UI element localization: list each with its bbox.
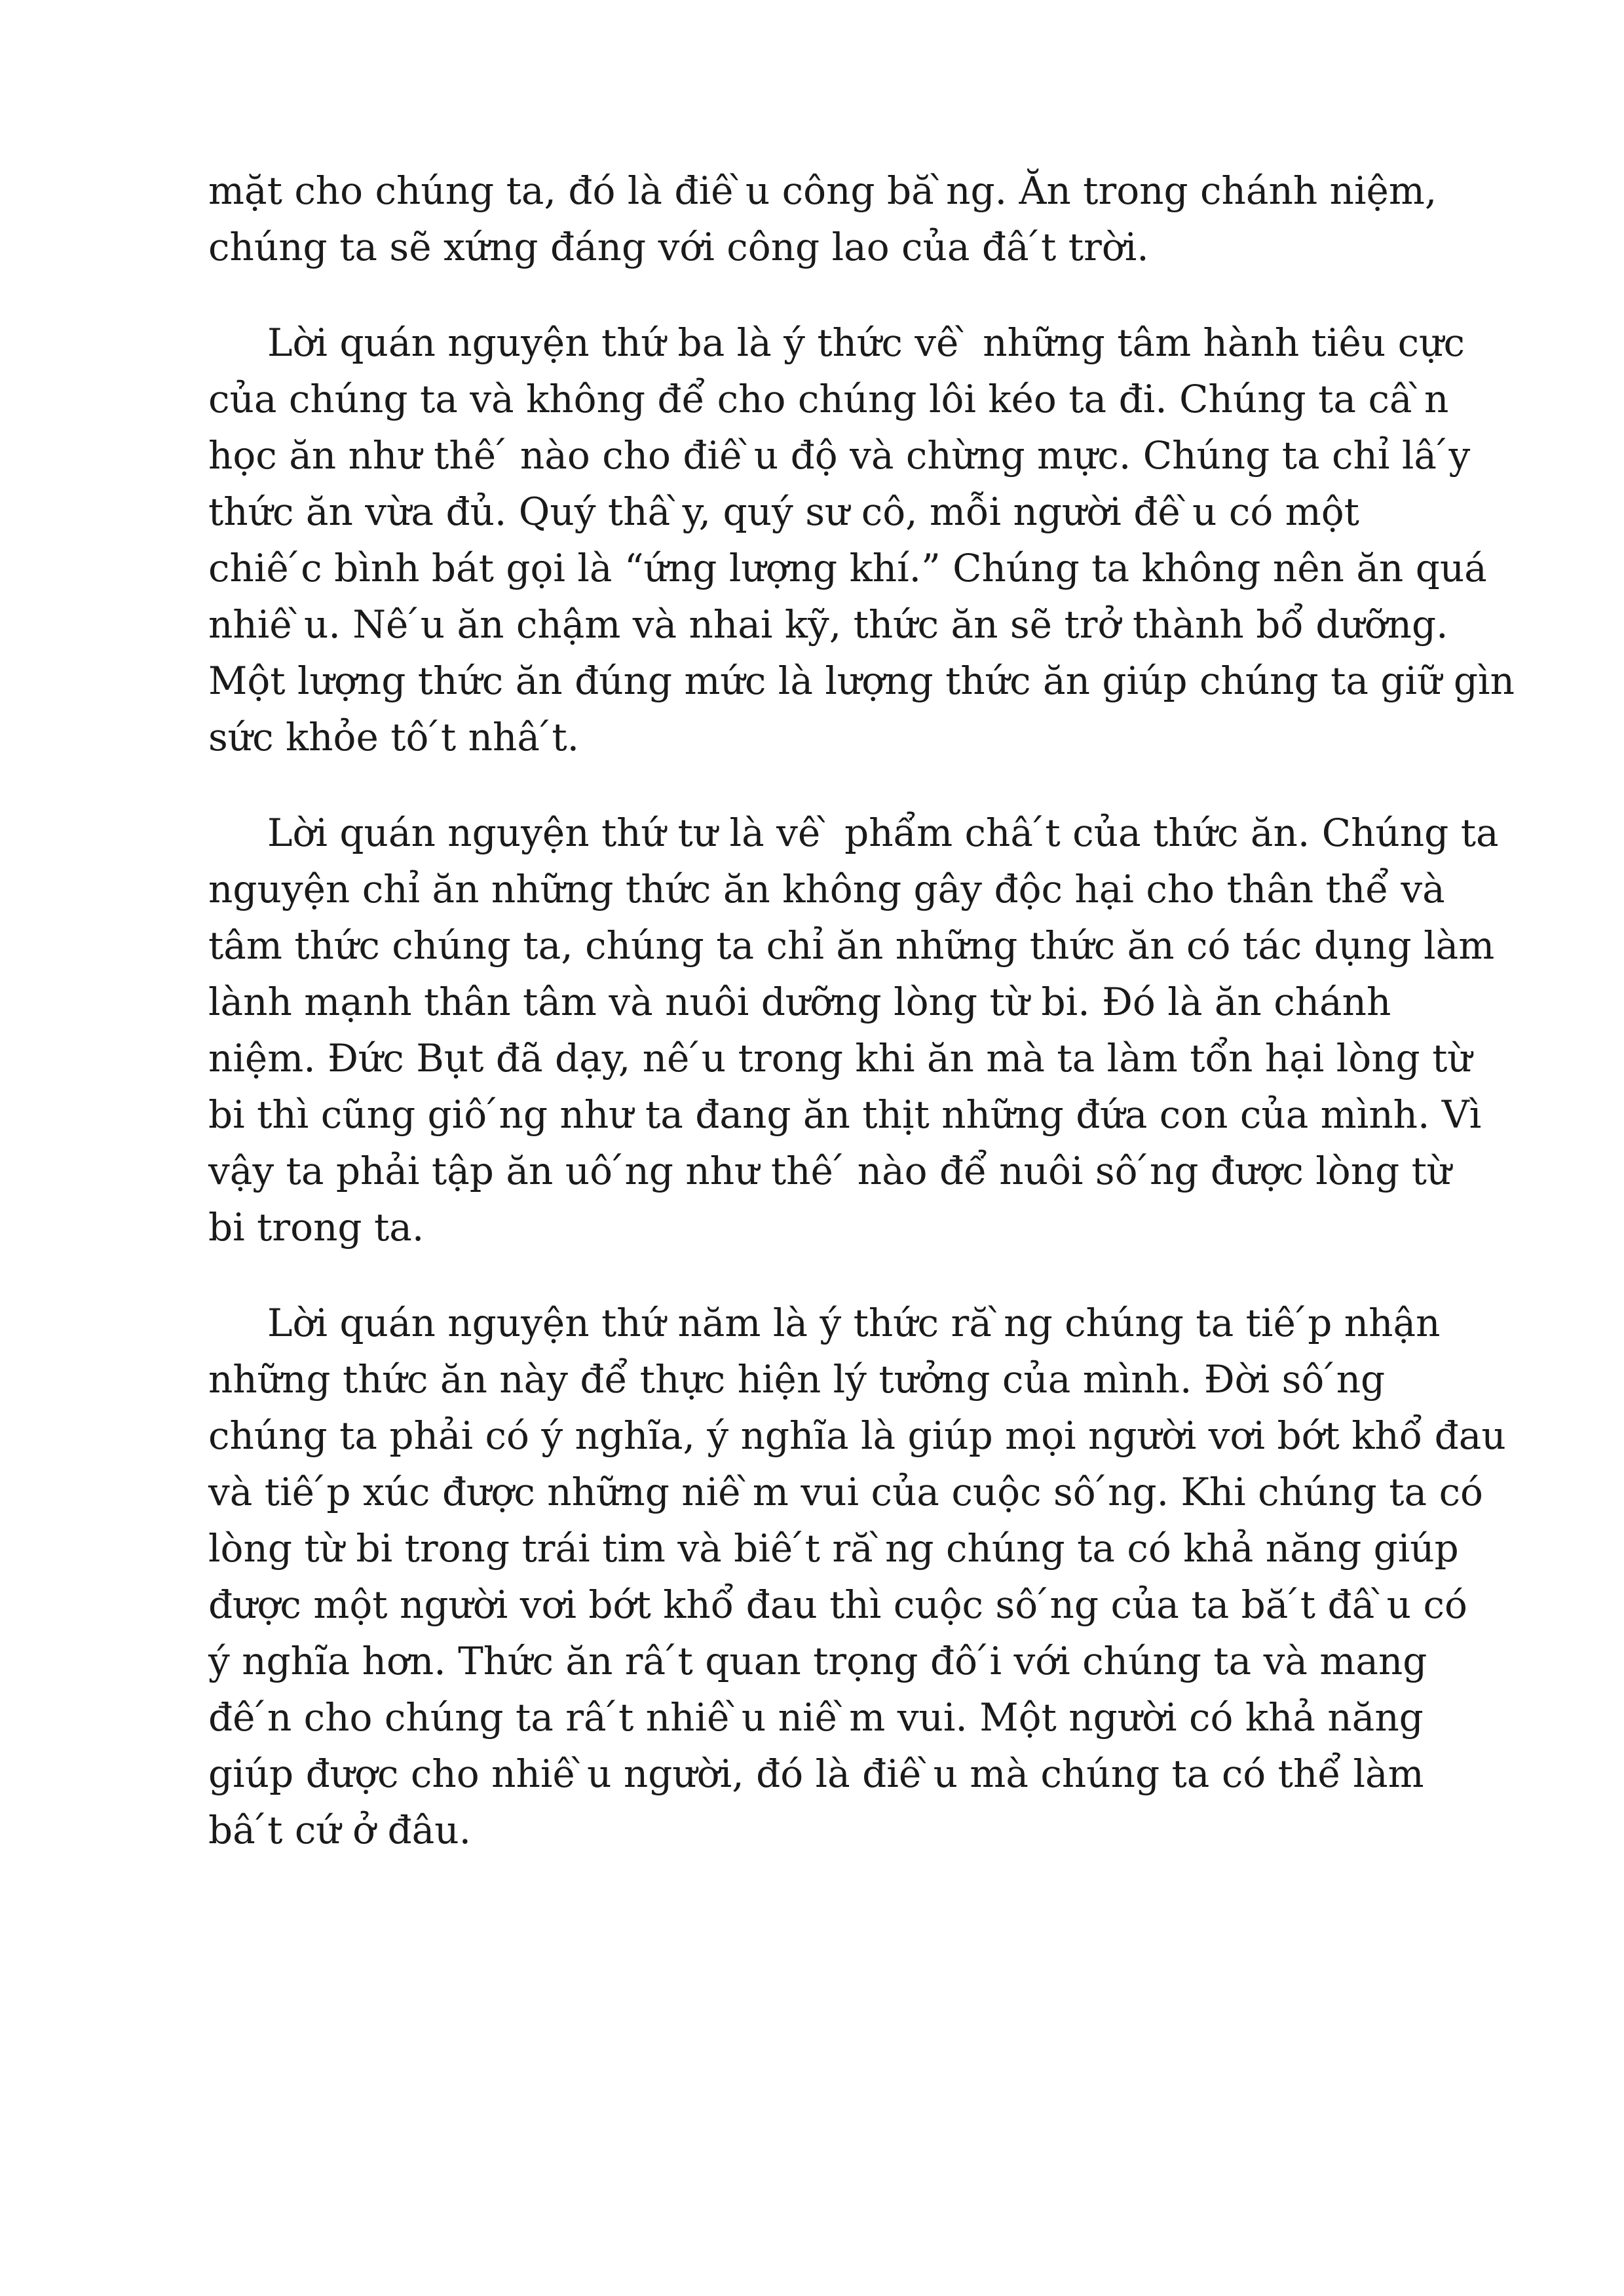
paragraph: Lời quán nguyện thứ năm là ý thức ră ̀ng chúng ta tiê ́p nhận những thức ăn này để thực hiện lý tưởng của mình. Đời sô ́ng chúng ta phải có ý nghĩa, ý nghĩa là giúp mọi người vơi bớt khổ đau và tiê ́p xúc được những niê ̀m vui của cuộc sô ́ng. Khi chúng ta có lòng từ bi trong trái tim và biê ́t ră ̀ng chúng ta có khả năng giúp được một người vơi bớt khổ đau thì cuộc sô ́ng của ta bă ́t đâ ̀u có ý nghĩa hơn. Thức ăn râ ́t quan trọng đô ́i với chúng ta và mang đê ́n cho chúng ta râ ́t nhiê ̀u niê ̀m vui. Một người có khả năng giúp được cho nhiê ̀u người, đó là điê ̀u mà chúng ta có thể làm bâ ́t cứ ở đâu.	[208, 1301, 1506, 1852]
paragraph: mặt cho chúng ta, đó là điê ̀u công bă ̀ng. Ăn trong chánh niệm, chúng ta sẽ xứng đáng với công lao của đâ ́t trời.	[208, 168, 1437, 269]
paragraph: Lời quán nguyện thứ tư là vê ̀ phẩm châ ́t của thức ăn. Chúng ta nguyện chỉ ăn những thức ăn không gây độc hại cho thân thể và tâm thức chúng ta, chúng ta chỉ ăn những thức ăn có tác dụng làm lành mạnh thân tâm và nuôi dưỡng lòng từ bi. Đó là ăn chánh niệm. Đức Bụt đã dạy, nê ́u trong khi ăn mà ta làm tổn hại lòng từ bi thì cũng giô ́ng như ta đang ăn thịt những đứa con của mình. Vì vậy ta phải tập ăn uô ́ng như thê ́ nào để nuôi sô ́ng được lòng từ bi trong ta.	[208, 811, 1499, 1250]
paragraph: Lời quán nguyện thứ ba là ý thức vê ̀ những tâm hành tiêu cực của chúng ta và không để cho chúng lôi kéo ta đi. Chúng ta câ ̀n học ăn như thê ́ nào cho điê ̀u độ và chừng mực. Chúng ta chỉ lâ ́y thức ăn vừa đủ. Quý thâ ̀y, quý sư cô, mỗi người đê ̀u có một chiê ́c bình bát gọi là “ứng lượng khí.” Chúng ta không nên ăn quá nhiê ̀u. Nê ́u ăn chậm và nhai kỹ, thức ăn sẽ trở thành bổ dưỡng. Một lượng thức ăn đúng mức là lượng thức ăn giúp chúng ta giữ gìn sức khỏe tô ́t nhâ ́t.	[208, 320, 1515, 759]
body-text	[208, 163, 1515, 1898]
